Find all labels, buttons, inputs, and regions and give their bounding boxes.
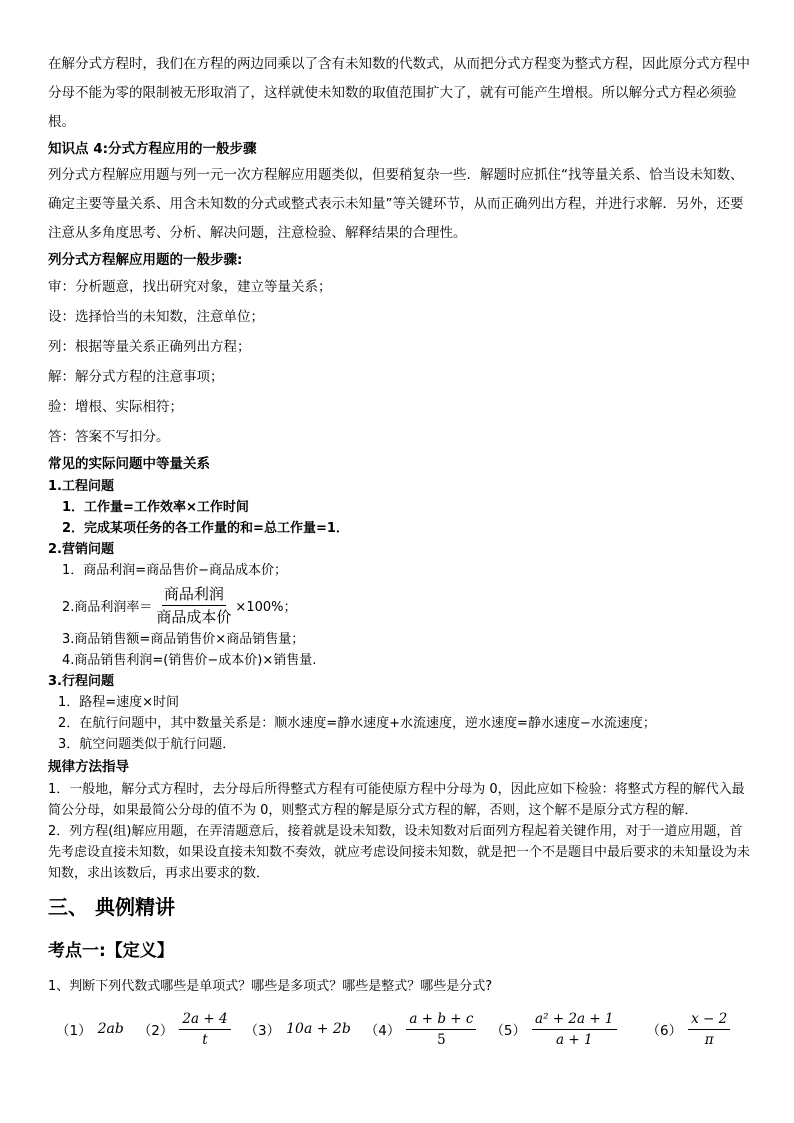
fraction-numerator: x − 2	[688, 1010, 730, 1030]
fraction-numerator: 商品利润	[162, 585, 226, 606]
marketing-item-3: 3.商品销售额=商品销售价×商品销售量；	[62, 632, 305, 647]
step-item: 设：选择恰当的未知数，注意单位；	[48, 309, 264, 325]
fraction-denominator: a + 1	[556, 1031, 593, 1048]
section-title: 三、 典例精讲	[48, 895, 175, 919]
marketing-item-1: 1．商品利润=商品售价−商品成本价；	[62, 563, 288, 578]
travel-item: 2．在航行问题中，其中数量关系是：顺水速度=静水速度+水流速度，逆水速度=静水速度−水流速度；	[58, 716, 656, 731]
expression-fraction	[179, 1010, 230, 1049]
expression-1	[56, 1019, 124, 1039]
expression-index: （5）	[490, 1023, 527, 1039]
expression-fraction	[406, 1010, 476, 1049]
step-item: 解：解分式方程的注意事项；	[48, 369, 224, 385]
expression-index: （3）	[244, 1023, 281, 1039]
profit-rate-suffix: ×100%；	[235, 599, 297, 615]
topic-title: 考点一:【定义】	[48, 941, 174, 961]
common-title: 常见的实际问题中等量关系	[48, 456, 210, 472]
expression-row	[48, 1004, 754, 1054]
engineering-item: 2．完成某项任务的各工作量的和=总工作量=1．	[62, 521, 349, 536]
fraction-denominator: 商品成本价	[156, 607, 232, 626]
marketing-title: 2.营销问题	[48, 542, 114, 557]
expression-index: （1）	[56, 1023, 92, 1039]
profit-rate-label: 2.商品利润率＝	[62, 599, 153, 615]
fraction-numerator: a² + 2a + 1	[532, 1010, 616, 1030]
rules-title: 规律方法指导	[48, 759, 129, 775]
engineering-title: 1.工程问题	[48, 479, 114, 494]
expression-2	[138, 1010, 231, 1049]
expression-index: （2）	[137, 1023, 174, 1039]
step-item: 列：根据等量关系正确列出方程；	[48, 339, 251, 355]
expression-5	[490, 1010, 616, 1049]
expression-value: 10a + 2b	[286, 1021, 351, 1037]
question-text: 1、判断下列代数式哪些是单项式？哪些是多项式？哪些是整式？哪些是分式?	[48, 979, 493, 994]
expression-index: （6）	[646, 1023, 683, 1039]
document-page	[48, 50, 754, 1054]
expression-index: （4）	[364, 1023, 401, 1039]
kp4-text: 列分式方程解应用题与列一元一次方程解应用题类似，但要稍复杂一些．解题时应抓住“找等量关系、恰当设未知数、确定主要等量关系、用含未知数的分式或整式表示未知量”等关键环节，从而正确列出方程，并进行求解．另外，还要注意从多角度思考、分析、解决问题，注意检验、解释结果的合理性。	[48, 167, 744, 241]
fraction-denominator: π	[704, 1031, 714, 1048]
expression-value: 2ab	[97, 1021, 124, 1037]
marketing-item-2	[48, 581, 754, 629]
fraction-denominator: 5	[437, 1031, 446, 1048]
fraction-numerator: a + b + c	[406, 1010, 476, 1030]
step-item: 审：分析题意，找出研究对象，建立等量关系；	[48, 279, 332, 295]
expression-6	[647, 1010, 731, 1049]
step-item: 验：增根、实际相符；	[48, 399, 183, 415]
fraction-numerator: 2a + 4	[179, 1010, 230, 1030]
rule-item: 1．一般地，解分式方程时，去分母后所得整式方程有可能使原方程中分母为 0，因此应如下检验：将整式方程的解代入最简公分母，如果最简公分母的值不为 0，则整式方程的解是原分式方程的解，否则，这个解不是原分式方程的解．	[48, 782, 745, 818]
rule-item: 2．列方程(组)解应用题，在弄清题意后，接着就是设未知数，设未知数对后面列方程起着关键作用，对于一道应用题，首先考虑设直接未知数，如果设直接未知数不奏效，就应考虑设间接未知数，就是把一个不是题目中最后要求的未知量设为未知数，求出该数后，再求出要求的数．	[48, 824, 751, 881]
kp4-title: 知识点 4:分式方程应用的一般步骤	[48, 141, 257, 157]
fraction-denominator: t	[202, 1031, 208, 1048]
expression-fraction	[688, 1010, 730, 1049]
expression-4	[365, 1010, 477, 1049]
intro-paragraph: 在解分式方程时，我们在方程的两边同乘以了含有未知数的代数式，从而把分式方程变为整式方程，因此原分式方程中分母不能为零的限制被无形取消了，这样就使未知数的取值范围扩大了，就有可能产生增根。所以解分式方程必须验根。	[48, 56, 750, 130]
step-item: 答：答案不写扣分。	[48, 429, 170, 445]
travel-title: 3.行程问题	[48, 674, 114, 689]
expression-fraction	[532, 1010, 616, 1049]
expression-3	[245, 1019, 351, 1039]
travel-item: 3．航空问题类似于航行问题．	[58, 737, 236, 752]
steps-title: 列分式方程解应用题的一般步骤:	[48, 252, 243, 268]
travel-item: 1．路程=速度×时间	[58, 695, 180, 710]
engineering-item: 1．工作量=工作效率×工作时间	[62, 500, 249, 515]
profit-rate-fraction	[154, 585, 233, 626]
marketing-item-4: 4.商品销售利润=(销售价−成本价)×销售量.	[62, 653, 317, 668]
